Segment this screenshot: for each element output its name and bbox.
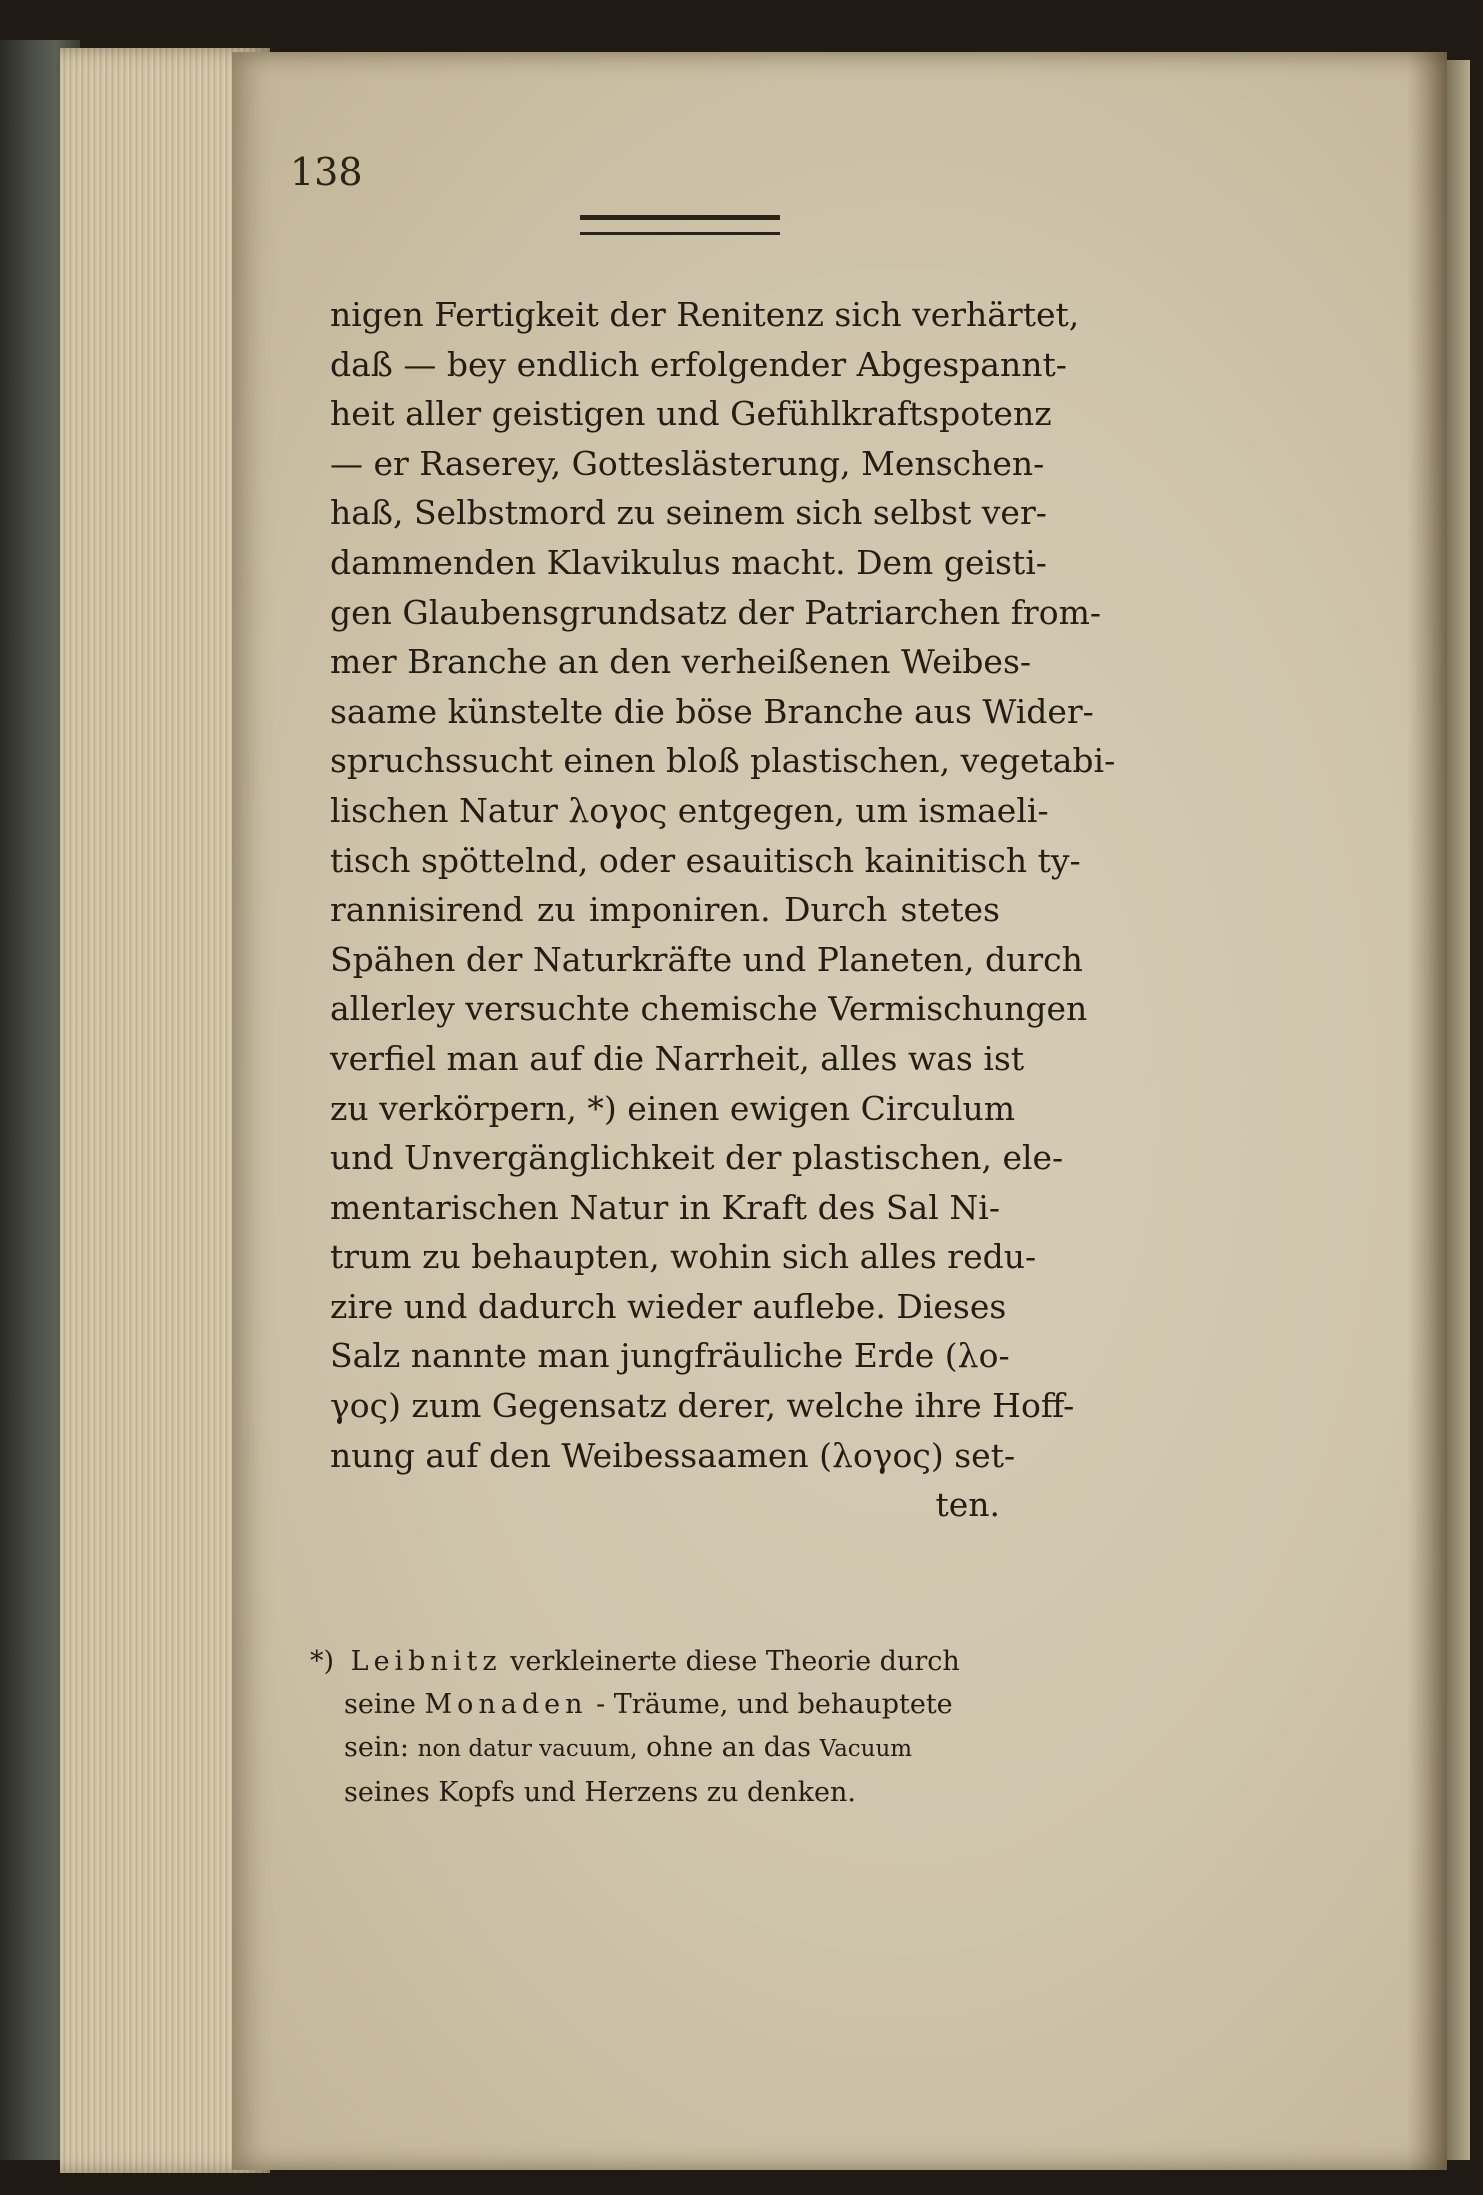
header-rule <box>580 215 780 235</box>
text-line: trum zu behaupten, wohin sich alles redu- <box>330 1237 1037 1277</box>
footnote-line <box>310 1683 1000 1726</box>
body-text <box>330 290 1116 1530</box>
text-line: daß — bey endlich erfolgender Abgespannt- <box>330 344 1067 384</box>
footnote-author: Leibnitz <box>350 1646 502 1677</box>
text-line: zu verkörpern, *) einen ewigen Circulum <box>330 1088 1015 1128</box>
text-line: saame künstelte die böse Branche aus Wider- <box>330 691 1094 731</box>
footnote-text: seine <box>344 1689 416 1720</box>
text-line: mentarischen Natur in Kraft des Sal Ni- <box>330 1187 1000 1227</box>
text-line: rannisirend zu imponiren. Durch stetes <box>330 890 1000 930</box>
text-line: ten. <box>935 1485 1000 1525</box>
text-line: zire und dadurch wieder auflebe. Dieses <box>330 1286 1007 1326</box>
footnote-latin: Vacuum <box>819 1736 913 1762</box>
text-line: tisch spöttelnd, oder esauitisch kainitisch ty- <box>330 840 1081 880</box>
footnote-term: Monaden <box>424 1689 588 1720</box>
footnote-latin: non datur vacuum, <box>417 1736 638 1762</box>
text-line: gen Glaubensgrundsatz der Patriarchen from- <box>330 592 1102 632</box>
text-line: γος) zum Gegensatz derer, welche ihre Hoff- <box>330 1386 1075 1426</box>
footnote-line <box>310 1640 1000 1683</box>
footnote-mark: *) <box>310 1646 335 1677</box>
text-line: Spähen der Naturkräfte und Planeten, durch <box>330 939 1083 979</box>
footnote-line <box>310 1771 1000 1814</box>
text-line: und Unvergänglichkeit der plastischen, ele- <box>330 1138 1064 1178</box>
text-line: spruchssucht einen bloß plastischen, vegetabi- <box>330 741 1116 781</box>
gutter-shadow <box>1407 52 1447 2170</box>
text-line: lischen Natur λογος entgegen, um ismaeli- <box>330 790 1049 830</box>
text-line: allerley versuchte chemische Vermischungen <box>330 989 1088 1029</box>
footnote-line <box>310 1726 1000 1771</box>
text-line: mer Branche an den verheißenen Weibes- <box>330 642 1032 682</box>
text-line: dammenden Klavikulus macht. Dem geisti- <box>330 542 1047 582</box>
footnote-text: verkleinerte diese Theorie durch <box>510 1646 960 1677</box>
page-number: 138 <box>290 150 363 194</box>
text-line: Salz nannte man jungfräuliche Erde (λο- <box>330 1336 1010 1376</box>
footnote-text: - Träume, und behauptete <box>596 1689 953 1720</box>
text-line: nung auf den Weibessaamen (λογος) set- <box>330 1435 1016 1475</box>
text-line: verfiel man auf die Narrheit, alles was ist <box>330 1038 1025 1078</box>
footnote-text: seines Kopfs und Herzens zu denken. <box>344 1777 856 1808</box>
footnote-text: ohne an das <box>646 1732 811 1763</box>
text-line: — er Raserey, Gotteslästerung, Menschen- <box>330 443 1045 483</box>
footnote <box>310 1640 1000 1814</box>
text-line: heit aller geistigen und Gefühlkraftspotenz <box>330 394 1052 434</box>
text-line: nigen Fertigkeit der Renitenz sich verhärtet, <box>330 295 1080 334</box>
footnote-text: sein: <box>344 1732 409 1763</box>
text-line: haß, Selbstmord zu seinem sich selbst ver- <box>330 493 1047 533</box>
